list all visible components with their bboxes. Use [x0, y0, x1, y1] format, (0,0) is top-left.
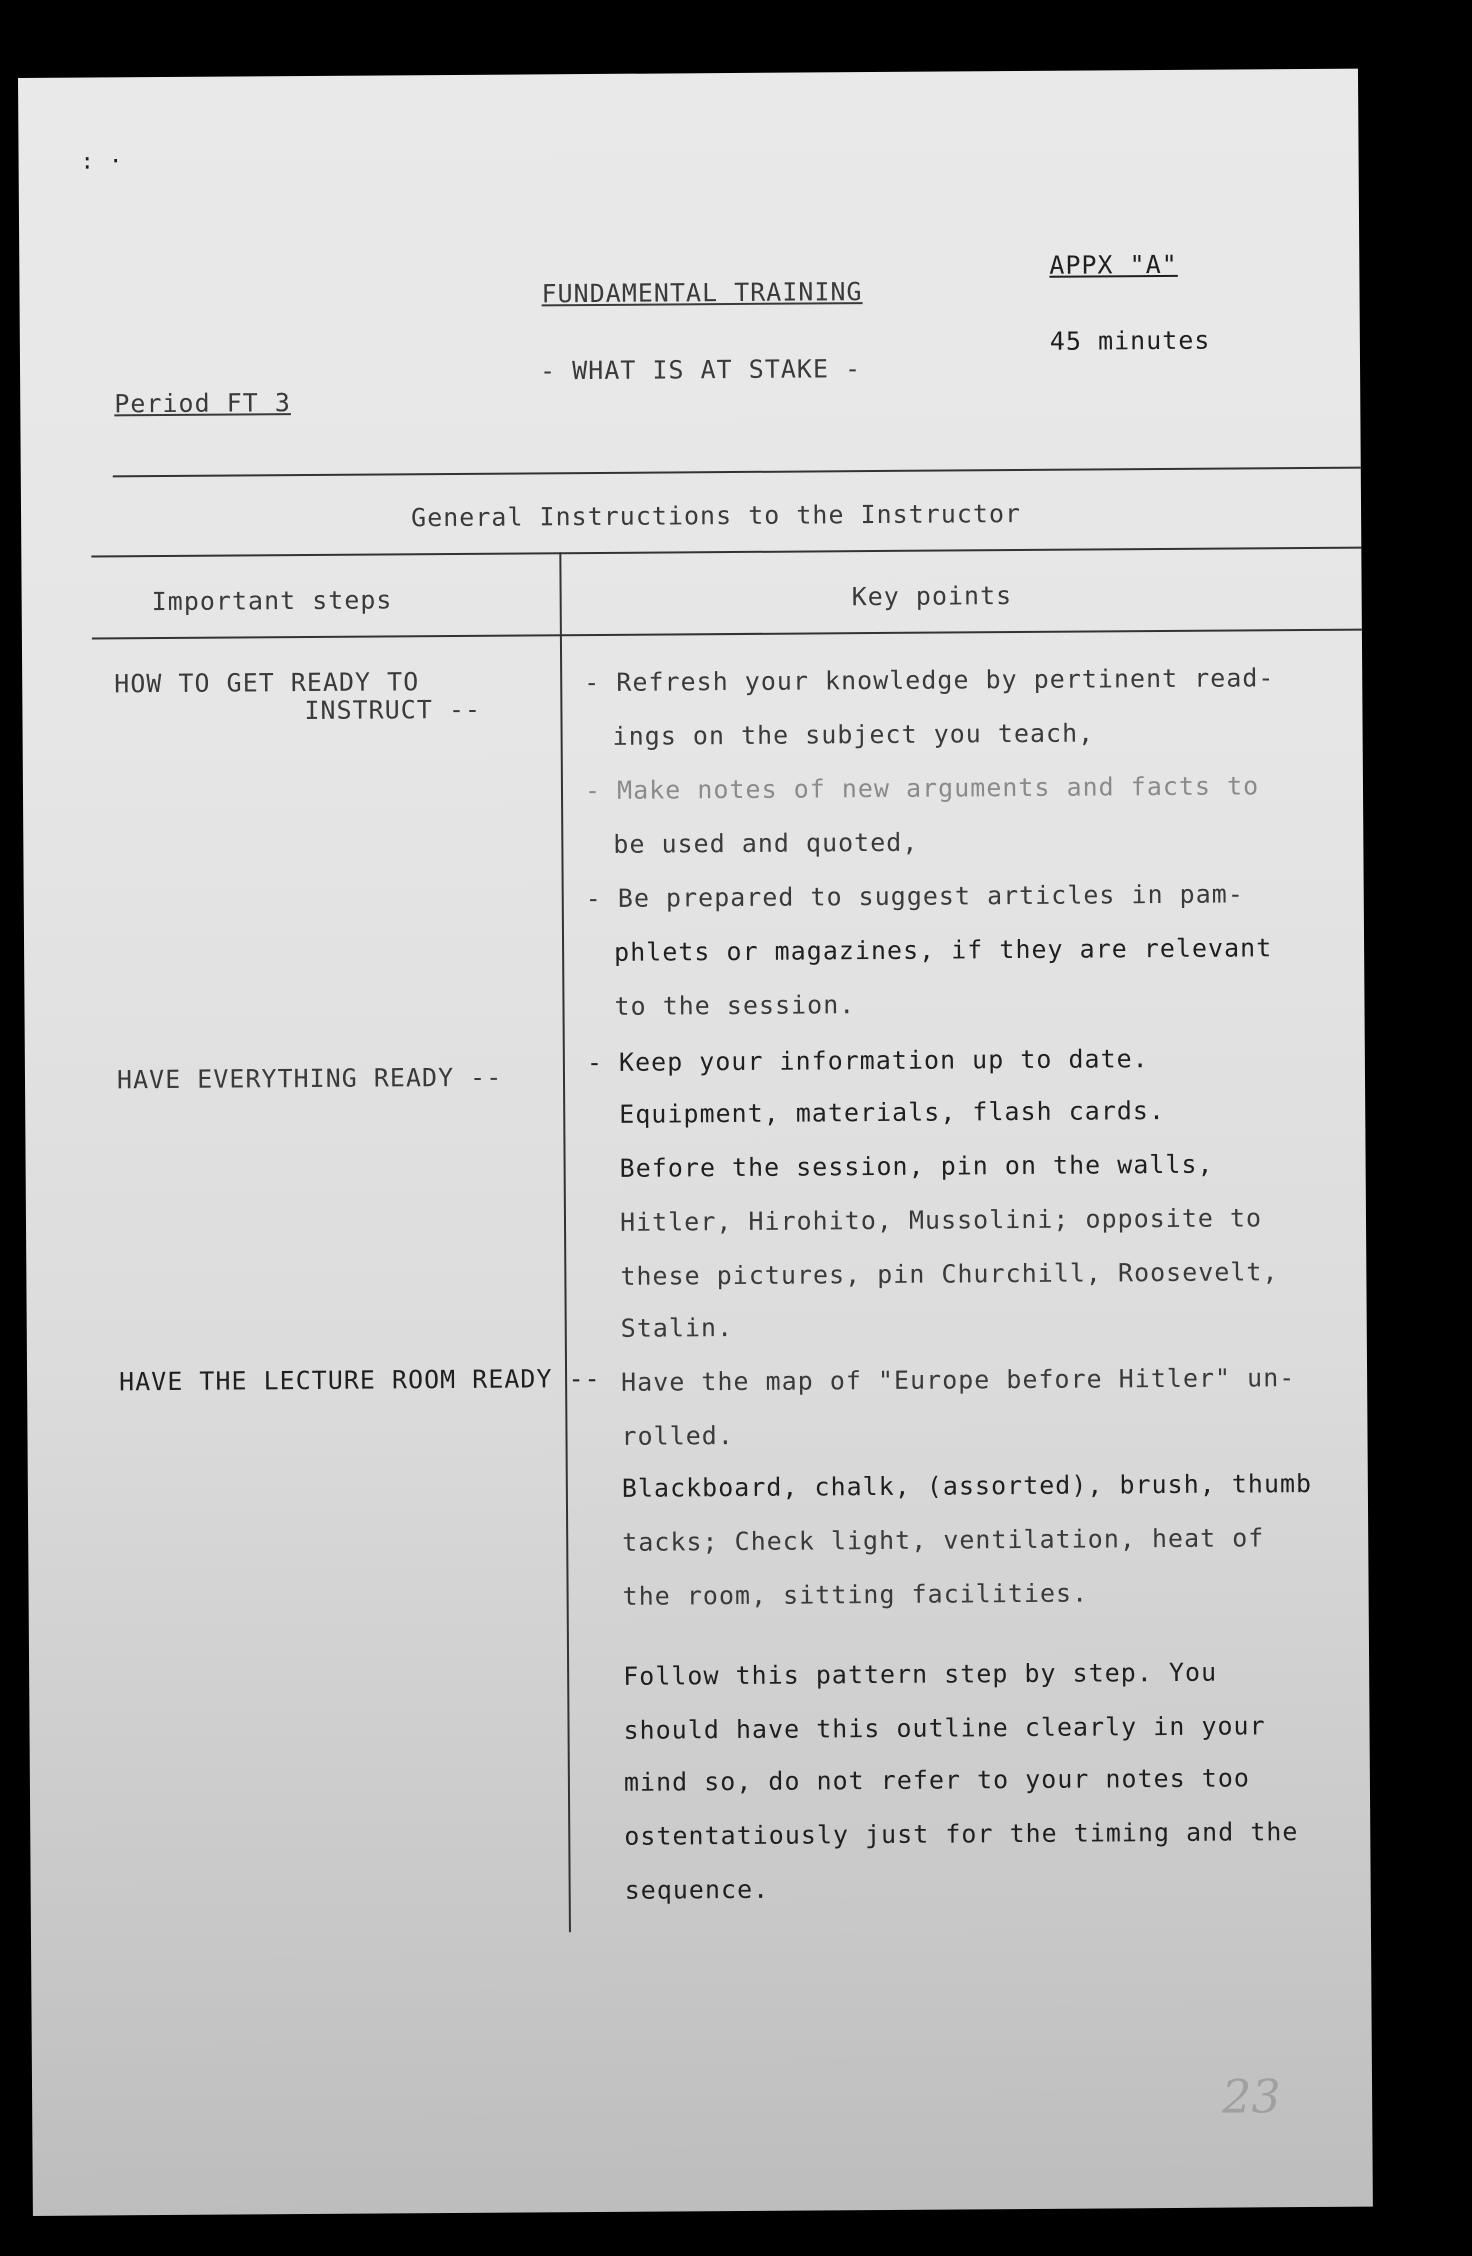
document-title: FUNDAMENTAL TRAINING	[541, 277, 863, 309]
document-page	[18, 69, 1373, 2216]
key-point-line: Stalin.	[620, 1313, 734, 1343]
key-point-line: ings on the subject you teach,	[612, 718, 1095, 751]
key-point-line: ostentatiously just for the timing and the	[624, 1817, 1299, 1851]
step-label: HOW TO GET READY TO	[114, 667, 420, 699]
appendix-label: APPX "A"	[1049, 249, 1178, 280]
key-point-line: - Keep your information up to date.	[586, 1044, 1149, 1078]
page-number: 23	[1221, 2069, 1281, 2124]
key-point-line: Blackboard, chalk, (assorted), brush, thumb	[621, 1469, 1313, 1503]
column-divider	[559, 552, 571, 1932]
step-label: HAVE THE LECTURE ROOM READY --	[119, 1363, 601, 1397]
key-point-line: be used and quoted,	[613, 827, 919, 859]
key-point-line: should have this outline clearly in your	[623, 1711, 1266, 1745]
key-point-line: - Refresh your knowledge by pertinent read-	[584, 663, 1275, 698]
key-point-line: Before the session, pin on the walls,	[619, 1149, 1214, 1183]
key-point-line: Have the map of "Europe before Hitler" un-	[621, 1363, 1296, 1397]
key-point-line: to the session.	[614, 990, 856, 1021]
key-point-line: Hitler, Hirohito, Mussolini; opposite to	[619, 1203, 1263, 1237]
key-point-line: Follow this pattern step by step. You	[623, 1657, 1218, 1691]
key-point-line: mind so, do not refer to your notes too	[623, 1763, 1250, 1797]
step-label: INSTRUCT --	[304, 694, 482, 726]
key-point-line: tacks; Check light, ventilation, heat of	[622, 1523, 1265, 1557]
key-point-line: sequence.	[624, 1874, 770, 1905]
step-label: HAVE EVERYTHING READY --	[116, 1062, 503, 1095]
rule-section	[91, 547, 1361, 558]
key-point-line: rolled.	[621, 1421, 734, 1451]
document-subtitle: - WHAT IS AT STAKE -	[539, 354, 862, 386]
period-label: Period FT 3	[114, 388, 291, 419]
rule-header	[92, 629, 1362, 640]
key-point-line: phlets or magazines, if they are relevant	[614, 933, 1273, 967]
key-point-line: Equipment, materials, flash cards.	[619, 1096, 1166, 1129]
column-header-steps: Important steps	[151, 585, 393, 617]
key-point-line: these pictures, pin Churchill, Roosevelt,	[620, 1257, 1279, 1291]
section-title: General Instructions to the Instructor	[410, 499, 1022, 533]
rule-top	[113, 467, 1361, 478]
duration-label: 45 minutes	[1049, 325, 1211, 356]
key-point-line: - Be prepared to suggest articles in pam-	[585, 879, 1244, 914]
key-point-line: the room, sitting facilities.	[622, 1578, 1089, 1611]
corner-mark: : ·	[80, 149, 124, 175]
column-header-points: Key points	[851, 581, 1013, 612]
key-point-line: - Make notes of new arguments and facts to	[584, 771, 1260, 806]
